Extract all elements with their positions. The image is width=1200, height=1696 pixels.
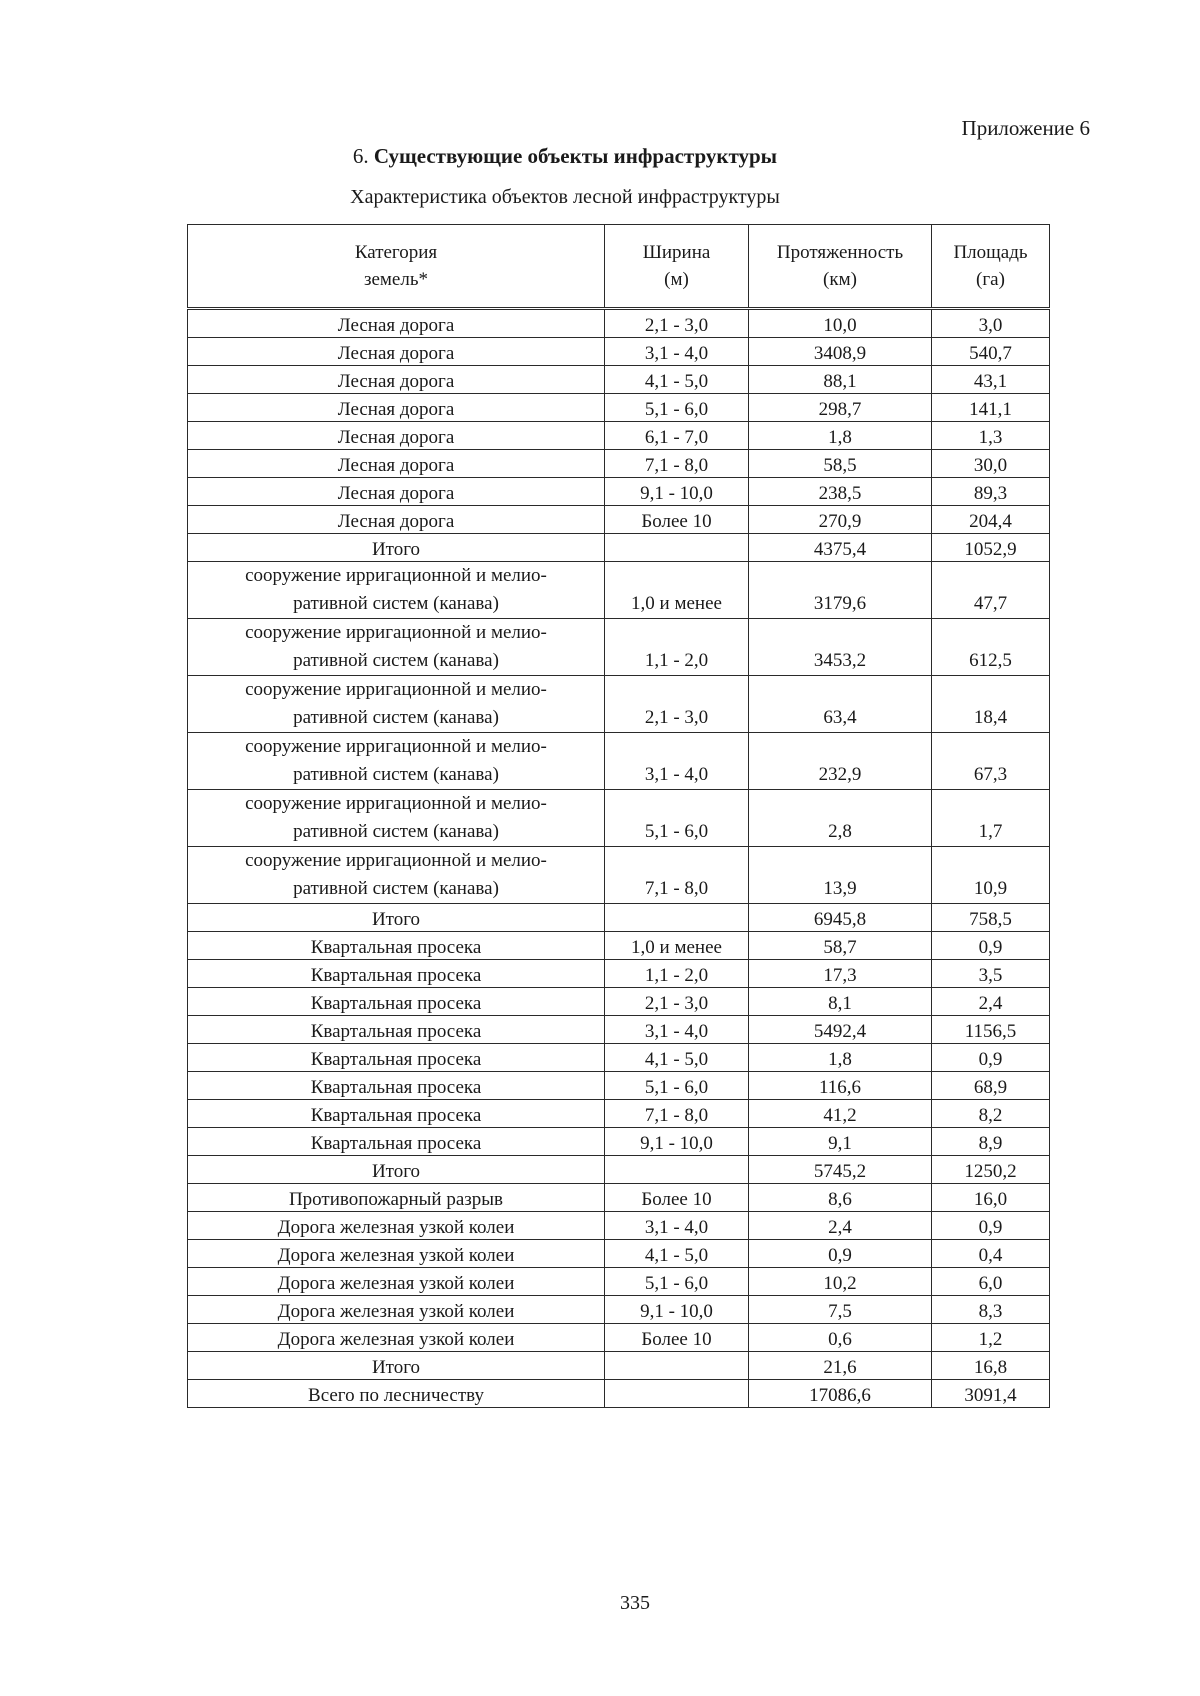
cell-area: 3,5 (932, 960, 1050, 988)
cell-length: 10,0 (749, 309, 932, 338)
cell-area: 0,4 (932, 1240, 1050, 1268)
page-number: 335 (620, 1592, 650, 1614)
cell-category: Лесная дорога (188, 338, 605, 366)
cell-category: Дорога железная узкой колеи (188, 1212, 605, 1240)
cell-width: Более 10 (605, 1324, 749, 1352)
cell-category (188, 847, 605, 904)
cell-area: 2,4 (932, 988, 1050, 1016)
cell-width: 4,1 - 5,0 (605, 1044, 749, 1072)
table-row (188, 1380, 1050, 1408)
table-row (188, 960, 1050, 988)
table-row (188, 676, 1050, 733)
cell-category: Лесная дорога (188, 422, 605, 450)
cell-area: 8,3 (932, 1296, 1050, 1324)
table-row (188, 562, 1050, 619)
section-title: Существующие объекты инфраструктуры (373, 144, 778, 168)
cell-category: Дорога железная узкой колеи (188, 1240, 605, 1268)
cell-category-line2: ративной систем (канава) (293, 650, 499, 671)
cell-category: Лесная дорога (188, 366, 605, 394)
cell-width: 1,1 - 2,0 (605, 960, 749, 988)
cell-length: 3453,2 (749, 619, 932, 676)
cell-length: 10,2 (749, 1268, 932, 1296)
cell-width: 5,1 - 6,0 (605, 394, 749, 422)
cell-area: 8,2 (932, 1100, 1050, 1128)
cell-category: Лесная дорога (188, 450, 605, 478)
header-category (188, 225, 605, 309)
cell-category: Лесная дорога (188, 478, 605, 506)
cell-category-line2: ративной систем (канава) (293, 707, 499, 728)
table-row (188, 338, 1050, 366)
table-row (188, 506, 1050, 534)
cell-width: 3,1 - 4,0 (605, 338, 749, 366)
table-row (188, 988, 1050, 1016)
cell-width: 4,1 - 5,0 (605, 366, 749, 394)
cell-category: Противопожарный разрыв (188, 1184, 605, 1212)
cell-length: 4375,4 (749, 534, 932, 562)
cell-category (188, 676, 605, 733)
cell-length: 88,1 (749, 366, 932, 394)
cell-area: 67,3 (932, 733, 1050, 790)
table-row (188, 1352, 1050, 1380)
cell-category (188, 562, 605, 619)
appendix-label: Приложение 6 (961, 116, 1090, 140)
cell-area: 6,0 (932, 1268, 1050, 1296)
cell-area: 3091,4 (932, 1380, 1050, 1408)
infrastructure-table (187, 224, 1050, 1408)
cell-category: Лесная дорога (188, 394, 605, 422)
table-caption: Характеристика объектов лесной инфраструктуры (350, 186, 780, 208)
cell-width: 2,1 - 3,0 (605, 988, 749, 1016)
cell-category: Итого (188, 1352, 605, 1380)
cell-category: Итого (188, 1156, 605, 1184)
cell-length: 116,6 (749, 1072, 932, 1100)
table-row (188, 1072, 1050, 1100)
cell-category: Итого (188, 534, 605, 562)
cell-length: 1,8 (749, 1044, 932, 1072)
header-width-line1: Ширина (642, 242, 711, 263)
cell-length: 3179,6 (749, 562, 932, 619)
table-row (188, 1324, 1050, 1352)
cell-category: Дорога железная узкой колеи (188, 1296, 605, 1324)
table-row (188, 904, 1050, 932)
cell-area: 141,1 (932, 394, 1050, 422)
cell-width: 3,1 - 4,0 (605, 733, 749, 790)
cell-width: 2,1 - 3,0 (605, 676, 749, 733)
header-length-line2: (км) (823, 269, 857, 290)
table-row (188, 733, 1050, 790)
cell-length: 9,1 (749, 1128, 932, 1156)
table-row (188, 790, 1050, 847)
cell-category (188, 790, 605, 847)
cell-width: Более 10 (605, 1184, 749, 1212)
cell-category-line1: сооружение ирригационной и мелио- (245, 736, 547, 757)
cell-area: 1250,2 (932, 1156, 1050, 1184)
cell-category: Квартальная просека (188, 1044, 605, 1072)
cell-length: 232,9 (749, 733, 932, 790)
cell-area: 204,4 (932, 506, 1050, 534)
cell-width: 1,0 и менее (605, 562, 749, 619)
cell-width: 5,1 - 6,0 (605, 1072, 749, 1100)
cell-length: 0,6 (749, 1324, 932, 1352)
cell-area: 89,3 (932, 478, 1050, 506)
cell-area: 758,5 (932, 904, 1050, 932)
cell-length: 7,5 (749, 1296, 932, 1324)
cell-width (605, 534, 749, 562)
cell-length: 63,4 (749, 676, 932, 733)
cell-category: Квартальная просека (188, 1072, 605, 1100)
cell-width: 1,0 и менее (605, 932, 749, 960)
cell-length: 8,6 (749, 1184, 932, 1212)
table-row (188, 534, 1050, 562)
cell-area: 0,9 (932, 1044, 1050, 1072)
header-length-line1: Протяженность (776, 242, 904, 263)
table-row (188, 932, 1050, 960)
cell-category-line2: ративной систем (канава) (293, 593, 499, 614)
cell-length: 2,8 (749, 790, 932, 847)
cell-length: 0,9 (749, 1240, 932, 1268)
cell-area: 0,9 (932, 932, 1050, 960)
cell-category: Квартальная просека (188, 960, 605, 988)
cell-width: 7,1 - 8,0 (605, 847, 749, 904)
table-row (188, 1212, 1050, 1240)
cell-width: 9,1 - 10,0 (605, 1128, 749, 1156)
cell-length: 298,7 (749, 394, 932, 422)
cell-category-line2: ративной систем (канава) (293, 764, 499, 785)
table-row (188, 478, 1050, 506)
cell-width: 1,1 - 2,0 (605, 619, 749, 676)
cell-width: 6,1 - 7,0 (605, 422, 749, 450)
header-length (749, 225, 932, 309)
cell-length: 58,5 (749, 450, 932, 478)
cell-category: Лесная дорога (188, 309, 605, 338)
cell-length: 6945,8 (749, 904, 932, 932)
cell-length: 17086,6 (749, 1380, 932, 1408)
cell-area: 18,4 (932, 676, 1050, 733)
cell-width: 2,1 - 3,0 (605, 309, 749, 338)
table-body (188, 309, 1050, 1408)
cell-length: 2,4 (749, 1212, 932, 1240)
table-row (188, 309, 1050, 338)
cell-area: 0,9 (932, 1212, 1050, 1240)
cell-length: 8,1 (749, 988, 932, 1016)
cell-length: 13,9 (749, 847, 932, 904)
cell-area: 612,5 (932, 619, 1050, 676)
cell-category-line1: сооружение ирригационной и мелио- (245, 850, 547, 871)
cell-length: 58,7 (749, 932, 932, 960)
cell-length: 5492,4 (749, 1016, 932, 1044)
cell-area: 1052,9 (932, 534, 1050, 562)
section-heading (0, 144, 1130, 169)
cell-category (188, 619, 605, 676)
cell-width: 7,1 - 8,0 (605, 1100, 749, 1128)
cell-category: Всего по лесничеству (188, 1380, 605, 1408)
cell-area: 8,9 (932, 1128, 1050, 1156)
cell-length: 17,3 (749, 960, 932, 988)
table-row (188, 1268, 1050, 1296)
cell-length: 5745,2 (749, 1156, 932, 1184)
header-area-line1: Площадь (953, 242, 1028, 263)
table-row (188, 1100, 1050, 1128)
table-row (188, 847, 1050, 904)
cell-category: Квартальная просека (188, 988, 605, 1016)
table-row (188, 422, 1050, 450)
cell-width (605, 1380, 749, 1408)
cell-category: Дорога железная узкой колеи (188, 1268, 605, 1296)
cell-category: Дорога железная узкой колеи (188, 1324, 605, 1352)
cell-width: 5,1 - 6,0 (605, 790, 749, 847)
cell-area: 1,2 (932, 1324, 1050, 1352)
table-row (188, 1128, 1050, 1156)
table-row (188, 619, 1050, 676)
table-row (188, 1016, 1050, 1044)
table-row (188, 394, 1050, 422)
cell-area: 1,7 (932, 790, 1050, 847)
table-header-row (188, 225, 1050, 309)
header-width-line2: (м) (664, 269, 689, 290)
cell-category-line2: ративной систем (канава) (293, 878, 499, 899)
cell-area: 540,7 (932, 338, 1050, 366)
table-row (188, 450, 1050, 478)
cell-category: Лесная дорога (188, 506, 605, 534)
header-area (932, 225, 1050, 309)
cell-width: Более 10 (605, 506, 749, 534)
table-row (188, 1296, 1050, 1324)
cell-category-line1: сооружение ирригационной и мелио- (245, 793, 547, 814)
cell-width: 9,1 - 10,0 (605, 478, 749, 506)
cell-area: 68,9 (932, 1072, 1050, 1100)
section-number: 6. (352, 144, 369, 168)
cell-area: 10,9 (932, 847, 1050, 904)
table-row (188, 1184, 1050, 1212)
cell-area: 43,1 (932, 366, 1050, 394)
cell-category-line2: ративной систем (канава) (293, 821, 499, 842)
cell-length: 238,5 (749, 478, 932, 506)
header-area-line2: (га) (976, 269, 1005, 290)
cell-area: 16,8 (932, 1352, 1050, 1380)
cell-length: 1,8 (749, 422, 932, 450)
cell-width: 7,1 - 8,0 (605, 450, 749, 478)
cell-width: 3,1 - 4,0 (605, 1016, 749, 1044)
cell-width: 9,1 - 10,0 (605, 1296, 749, 1324)
header-category-line2: земель* (363, 269, 429, 290)
header-category-line1: Категория (354, 242, 438, 263)
cell-category (188, 733, 605, 790)
cell-length: 270,9 (749, 506, 932, 534)
cell-category: Квартальная просека (188, 1128, 605, 1156)
cell-category-line1: сооружение ирригационной и мелио- (245, 622, 547, 643)
table-row (188, 1044, 1050, 1072)
cell-length: 41,2 (749, 1100, 932, 1128)
cell-category: Квартальная просека (188, 932, 605, 960)
cell-area: 1156,5 (932, 1016, 1050, 1044)
header-width (605, 225, 749, 309)
cell-category: Квартальная просека (188, 1100, 605, 1128)
cell-width: 3,1 - 4,0 (605, 1212, 749, 1240)
cell-length: 3408,9 (749, 338, 932, 366)
cell-area: 3,0 (932, 309, 1050, 338)
cell-width: 5,1 - 6,0 (605, 1268, 749, 1296)
cell-category-line1: сооружение ирригационной и мелио- (245, 679, 547, 700)
cell-category-line1: сооружение ирригационной и мелио- (245, 565, 547, 586)
table-row (188, 1240, 1050, 1268)
cell-category: Квартальная просека (188, 1016, 605, 1044)
cell-width (605, 1156, 749, 1184)
cell-area: 47,7 (932, 562, 1050, 619)
cell-area: 1,3 (932, 422, 1050, 450)
cell-width (605, 1352, 749, 1380)
cell-area: 16,0 (932, 1184, 1050, 1212)
cell-category: Итого (188, 904, 605, 932)
cell-width (605, 904, 749, 932)
cell-width: 4,1 - 5,0 (605, 1240, 749, 1268)
cell-length: 21,6 (749, 1352, 932, 1380)
cell-area: 30,0 (932, 450, 1050, 478)
table-row (188, 366, 1050, 394)
table-row (188, 1156, 1050, 1184)
